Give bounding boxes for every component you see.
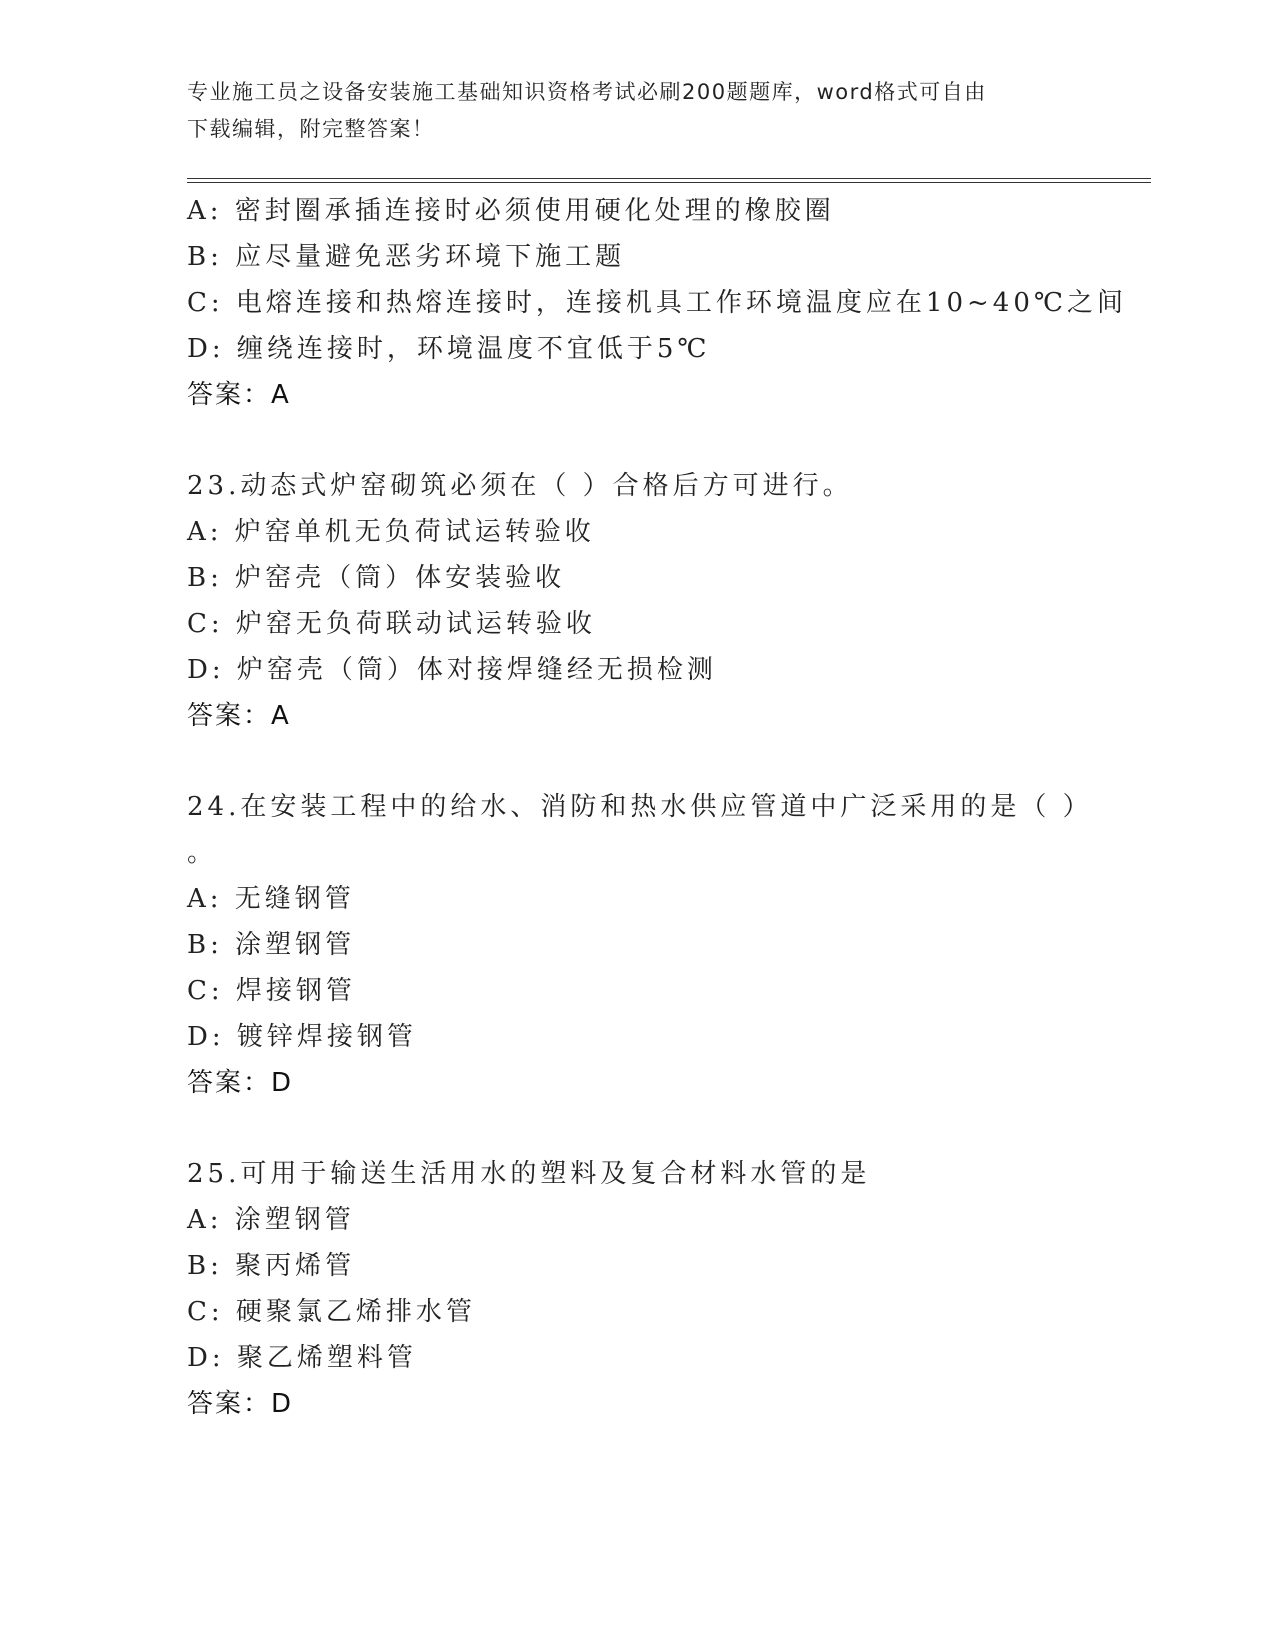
option-b: B: 炉窑壳（筒）体安装验收 (187, 563, 566, 593)
spacer (187, 739, 1147, 784)
question-block-25 (187, 1151, 1147, 1427)
option-c: C: 焊接钢管 (187, 976, 356, 1006)
question-block-23 (187, 463, 1147, 739)
option-c: C: 炉窑无负荷联动试运转验收 (187, 609, 596, 639)
answer-label: 答案：D (187, 1389, 294, 1419)
option-a: A: 炉窑单机无负荷试运转验收 (187, 517, 595, 547)
answer-label: 答案：D (187, 1068, 294, 1098)
question-block-24 (187, 784, 1147, 1106)
question-list (187, 188, 1147, 1427)
spacer (187, 418, 1147, 463)
spacer (187, 1106, 1147, 1151)
document-header (187, 74, 1087, 148)
option-a: A: 密封圈承插连接时必须使用硬化处理的橡胶圈 (187, 196, 835, 226)
question-text: 25.可用于输送生活用水的塑料及复合材料水管的是 (187, 1159, 871, 1189)
option-d: D: 炉窑壳（筒）体对接焊缝经无损检测 (187, 655, 717, 685)
header-line-1: 专业施工员之设备安装施工基础知识资格考试必刷200题题库，word格式可自由 (187, 80, 987, 104)
answer-label: 答案：A (187, 380, 291, 410)
answer-label: 答案：A (187, 701, 291, 731)
question-text-continued: 。 (187, 838, 218, 868)
option-c: C: 电熔连接和热熔连接时，连接机具工作环境温度应在10~40℃之间 (187, 288, 1127, 318)
option-d: D: 镀锌焊接钢管 (187, 1022, 417, 1052)
header-line-2: 下载编辑，附完整答案！ (187, 117, 435, 141)
question-text: 23.动态式炉窑砌筑必须在（ ）合格后方可进行。 (187, 471, 853, 501)
option-b: B: 聚丙烯管 (187, 1251, 356, 1281)
option-a: A: 无缝钢管 (187, 884, 355, 914)
question-text: 24.在安装工程中的给水、消防和热水供应管道中广泛采用的是（ ） (187, 792, 1093, 822)
option-d: D: 聚乙烯塑料管 (187, 1343, 417, 1373)
question-block-22 (187, 188, 1147, 418)
option-a: A: 涂塑钢管 (187, 1205, 355, 1235)
option-c: C: 硬聚氯乙烯排水管 (187, 1297, 476, 1327)
header-divider-bottom (187, 182, 1151, 183)
option-b: B: 应尽量避免恶劣环境下施工题 (187, 242, 626, 272)
option-d: D: 缠绕连接时，环境温度不宜低于5℃ (187, 334, 711, 364)
option-b: B: 涂塑钢管 (187, 930, 356, 960)
header-divider-top (187, 178, 1151, 179)
